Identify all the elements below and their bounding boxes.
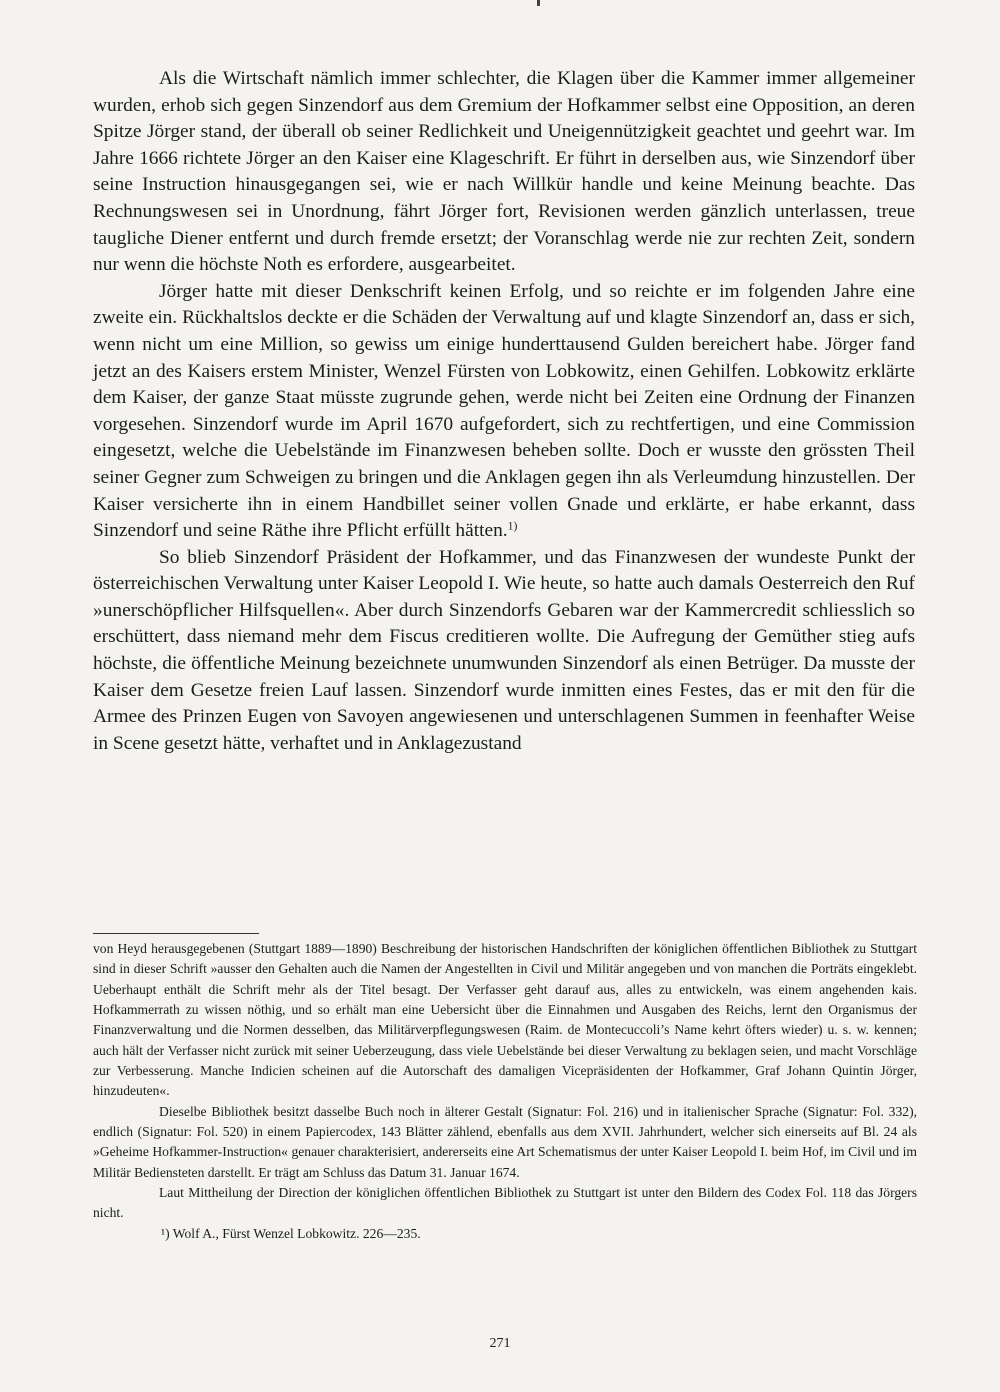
paragraph-2 <box>93 279 915 545</box>
footnote-paragraph: Dieselbe Bibliothek besitzt dasselbe Buch noch in älterer Gestalt (Signatur: Fol. 216) und in italienischer Sprache (Signatur: Fol. 332), endlich (Signatur: Fol. 520) in einem Papiercodex, 143 Blätter zählend, ebenfalls aus dem XVII. Jahrhundert, welcher sich einerseits auf Bl. 24 als »Geheime Hofkammer-Instruction« genauer charakterisiert, andererseits eine Art Schematismus der unter Kaiser Leopold I. beim Hof, im Civil und im Militär Bediensteten darstellt. Er trägt am Schluss das Datum 31. Januar 1674. <box>93 1103 917 1180</box>
footnote-continuation: von Heyd herausgegebenen (Stuttgart 1889—1890) Beschreibung der historischen Handschriften der königlichen öffentlichen Bibliothek zu Stuttgart sind in dieser Schrift »ausser den Gehalten auch die Namen der Angestellten in Civil und Militär angegeben und von manchen die Porträts eingeklebt. Ueberhaupt enthält die Schrift mehr als der Titel besagt. Der Verfasser geht darauf aus, alles zu entwickeln, was einem angehenden kais. Hofkammerrath zu wissen nöthig, und so erhält man eine Uebersicht über die Einnahmen und Ausgaben des Reichs, lernt den Organismus der Finanzverwaltung und die Normen desselben, das Militärverpflegungswesen (Raim. de Montecuccoli’s Name kehrt öfters wieder) u. s. w. kennen; auch hält der Verfasser nicht zurück mit seiner Ueberzeugung, dass viele Uebelstände bei dieser Verwaltung zu beklagen seien, und macht Vorschläge zur Verbesserung. Manche Indicien scheinen auf die Autorschaft des damaligen Vicepräsidenten der Hofkammer, Graf Johann Quintin Jörger, hinzudeuten«. <box>93 941 917 1099</box>
footnote-divider <box>93 933 259 934</box>
paragraph-3: So blieb Sinzendorf Präsident der Hofkammer, und das Finanzwesen der wundeste Punkt der österreichischen Verwaltung unter Kaiser Leopold I. Wie heute, so hatte auch damals Oesterreich den Ruf »unerschöpflicher Hilfsquellen«. Aber durch Sinzendorfs Gebaren war der Kammercredit schliesslich so erschüttert, dass niemand mehr dem Fiscus creditieren wollte. Die Aufregung der Gemüther stieg aufs höchste, die öffentliche Meinung bezeichnete unumwunden Sinzendorf als einen Betrüger. Da musste der Kaiser dem Gesetze freien Lauf lassen. Sinzendorf wurde inmitten eines Festes, das er mit den für die Armee des Prinzen Eugen von Savoyen angewiesenen und unterschlagenen Summen in feenhafter Weise in Scene gesetzt hätte, verhaftet und in Anklagezustand <box>93 546 915 754</box>
body-text <box>93 66 915 757</box>
footnote-paragraph: Laut Mittheilung der Direction der königlichen öffentlichen Bibliothek zu Stuttgart ist unter den Bildern des Codex Fol. 118 das Jörgers nicht. <box>93 1185 917 1221</box>
footnote-marker: 1) <box>507 519 518 533</box>
footnotes <box>93 939 917 1244</box>
page-number: 271 <box>489 1336 511 1351</box>
paragraph-1: Als die Wirtschaft nämlich immer schlechter, die Klagen über die Kammer immer allgemeiner wurden, erhob sich gegen Sinzendorf aus dem Gremium der Hofkammer selbst eine Opposition, an deren Spitze Jörger stand, der überall ob seiner Redlichkeit und Uneigennützigkeit geachtet und geehrt war. Im Jahre 1666 richtete Jörger an den Kaiser eine Klageschrift. Er führt in derselben aus, wie Sinzendorf über seine Instruction hinausgegangen sei, wie er nach Willkür handle und keine Meinung beachte. Das Rechnungswesen sei in Unordnung, fährt Jörger fort, Revisionen werden gänzlich unterlassen, treue taugliche Diener entfernt und durch fremde ersetzt; der Voranschlag werde nie zur rechten Zeit, sondern nur wenn die höchste Noth es erfordere, ausgearbeitet. <box>93 68 915 276</box>
paragraph-2-text: Jörger hatte mit dieser Denkschrift keinen Erfolg, und so reichte er im folgenden Jahre eine zweite ein. Rückhaltslos deckte er die Schäden der Verwaltung auf und klagte Sinzendorf an, dass er sich, wenn nicht um eine Million, so gewiss um einige hunderttausend Gulden bereichert habe. Jörger fand jetzt an des Kaisers erstem Minister, Wenzel Fürsten von Lobkowitz, einen Gehilfen. Lobkowitz erklärte dem Kaiser, der ganze Staat müsste zugrunde gehen, werde nicht bei Zeiten eine Ordnung der Finanzen vorgesehen. Sinzendorf wurde im April 1670 aufgefordert, sich zu rechtfertigen, und eine Commission eingesetzt, welche die Uebelstände im Finanzwesen beheben sollte. Doch er wusste den grössten Theil seiner Gegner zum Schweigen zu bringen und die Anklagen gegen ihn als Verleumdung hinzustellen. Der Kaiser versicherte ihn in einem Handbillet seiner vollen Gnade und erklärte, er habe erkannt, dass Sinzendorf und seine Räthe ihre Pflicht erfüllt hätten. <box>93 280 915 542</box>
footnote-1: ¹) Wolf A., Fürst Wenzel Lobkowitz. 226—235. <box>161 1225 421 1241</box>
scan-mark <box>537 0 540 6</box>
